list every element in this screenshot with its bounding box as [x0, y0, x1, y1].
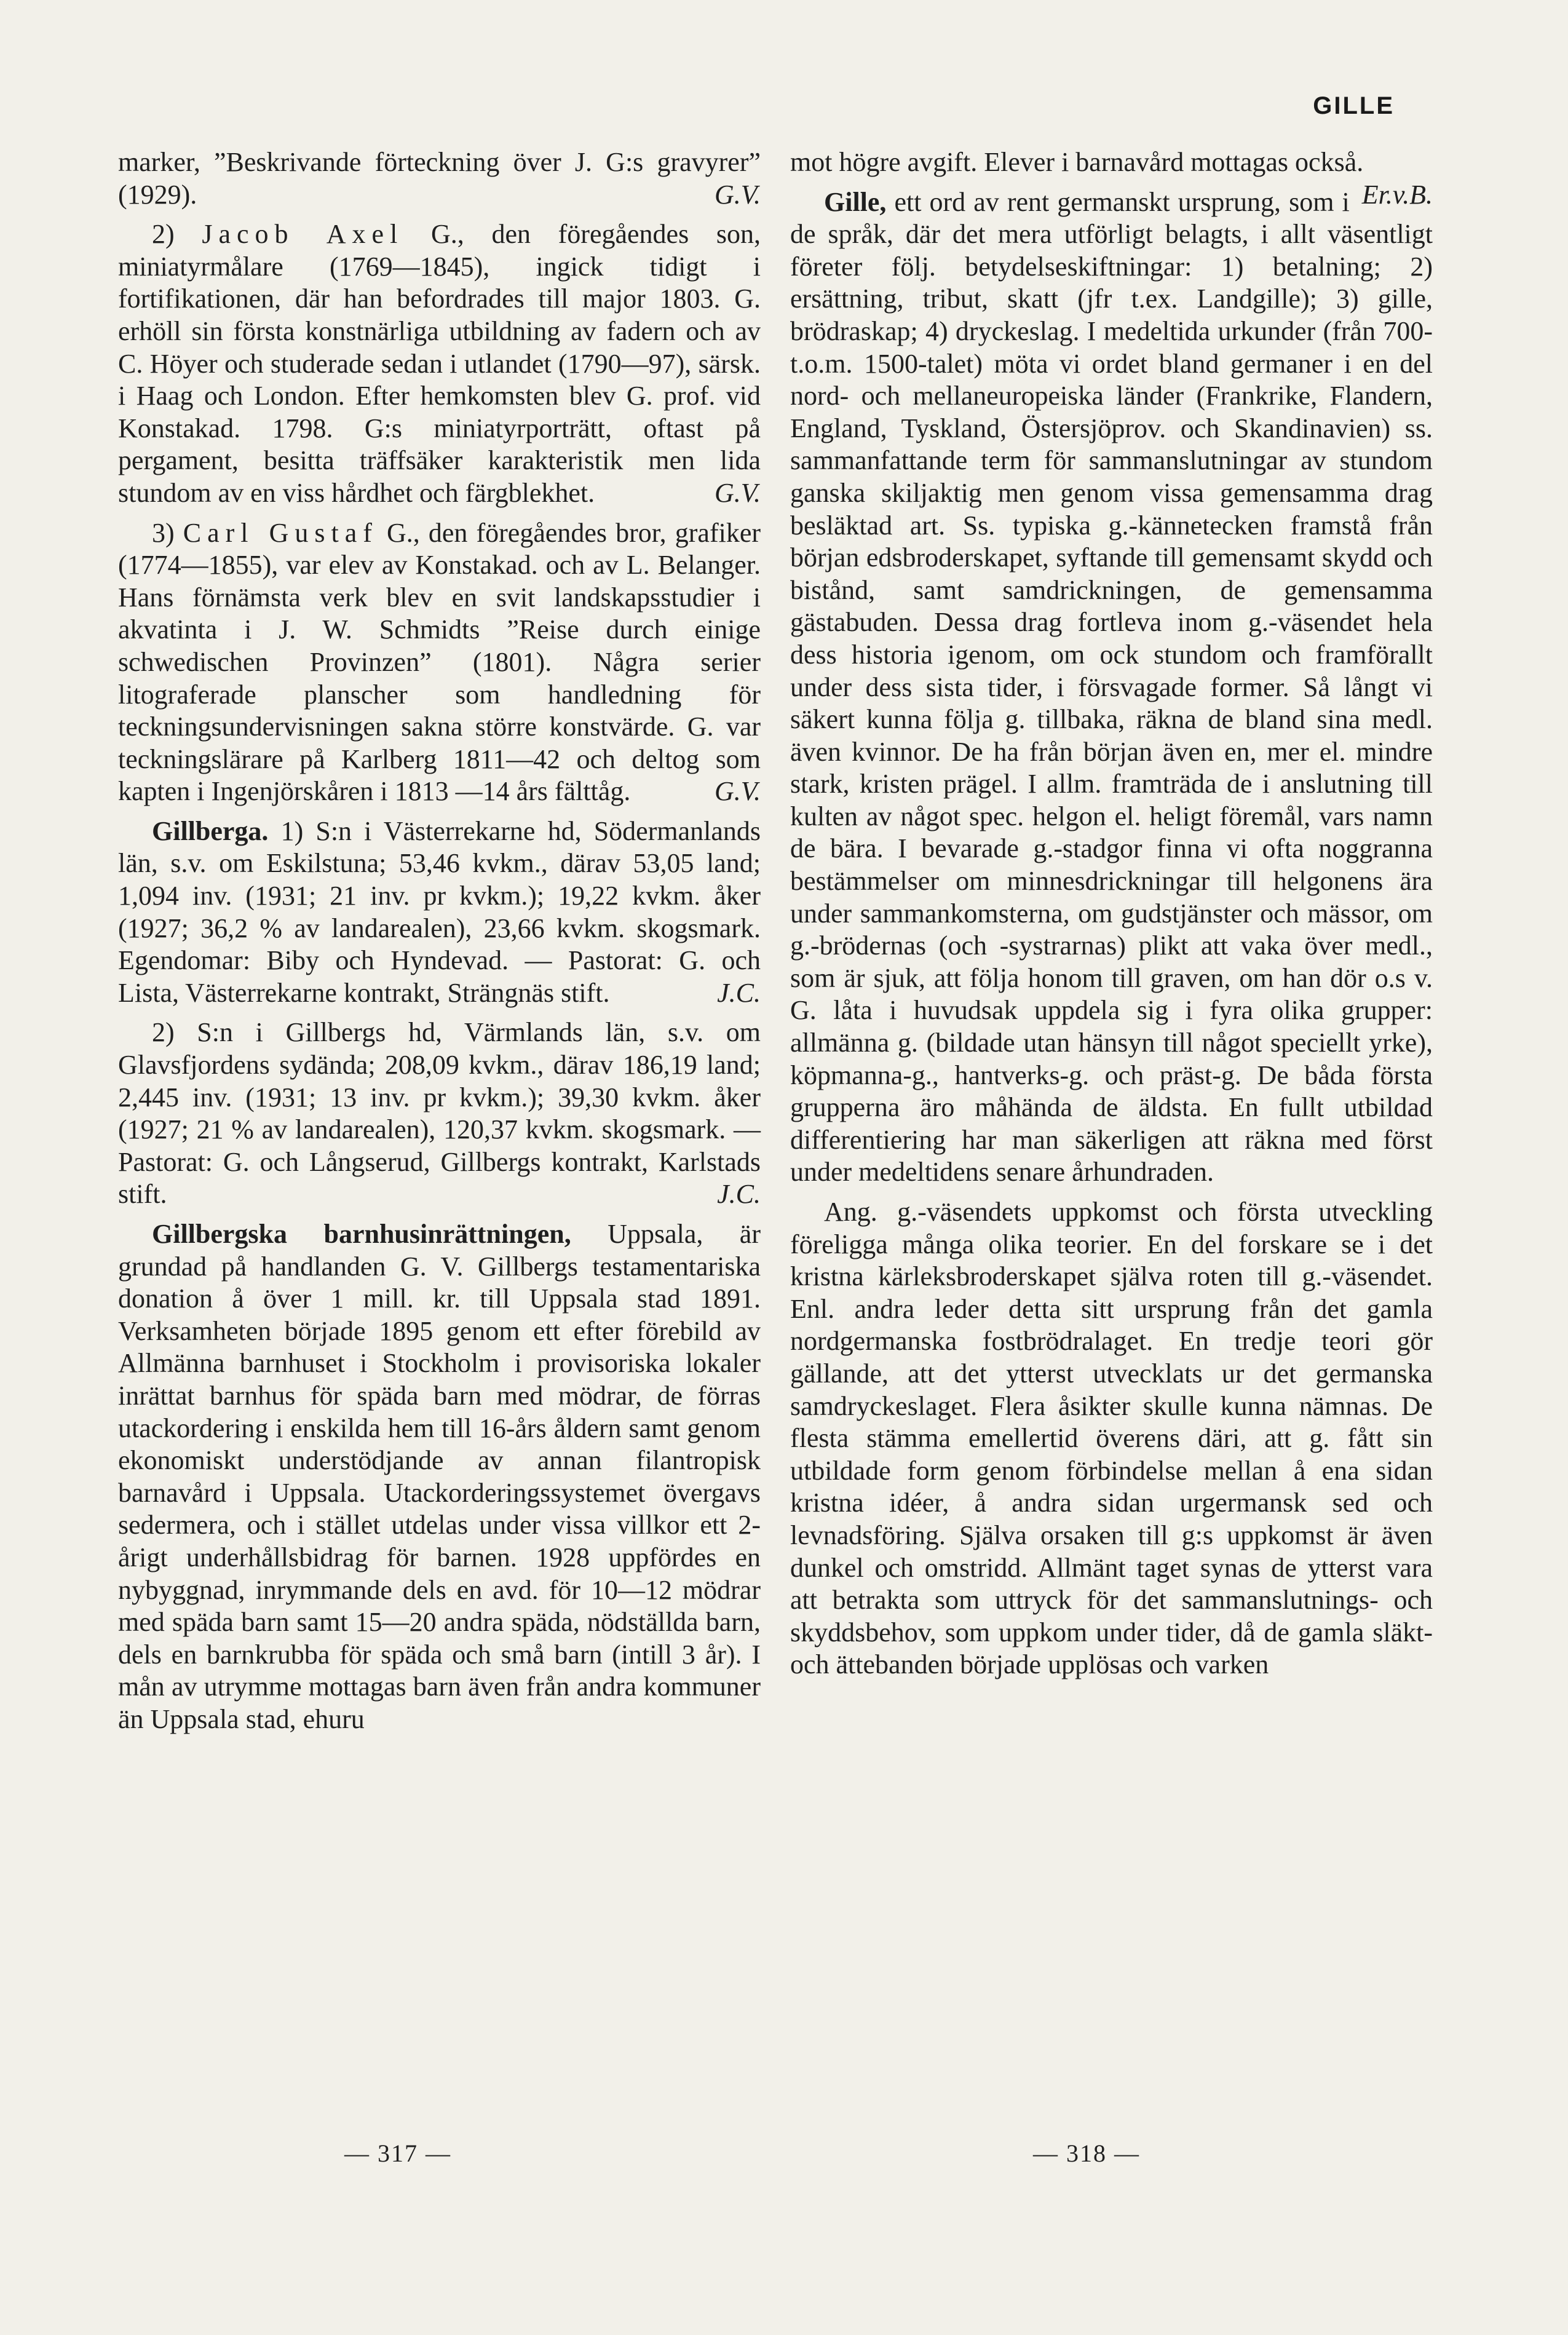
- entry-headword: Gillberga.: [152, 815, 269, 846]
- author-signature: G.V.: [715, 179, 761, 210]
- entry-paragraph: Ang. g.-väsendets uppkomst och första utveckling föreligga många olika teorier. En del forskare se i det kristna kärleksbroderskapet själva roten till g.-väsendet. Enl. andra leder detta sitt ursprung från det gamla nordgermanska fostbrödralaget. En tredje teori gör gällande, att det ytterst utvecklats ur det germanska samdryckeslaget. Flera åsikter skulle kunna nämnas. De flesta stämma emellertid överens däri, att g. fått sin utbildade form genom förbindelse mellan å ena sidan kristna idéer, å andra sidan urgermansk sed och levnadsföring. Själva orsaken till g:s uppkomst är även dunkel och omstridd. Allmänt taget synas de ytterst vara att betrakta som uttryck för det sammanslutnings- och skyddsbehov, som uppkom under tider, då de gamla släkt- och ättebanden började upplösas och varken: [790, 1197, 1433, 1680]
- entry-headword: Gille,: [824, 186, 887, 217]
- entry-headword: Gillbergska barnhusinrättningen,: [152, 1219, 571, 1249]
- entry-paragraph: 3) Carl Gustaf G., den föregåendes bror, grafiker (1774—1855), var elev av Konstakad. och av L. Belanger. Hans förnämsta verk blev en svit landskapsstudier i akvatinta i J. W. Schmidts ”Reise durch einige schwedischen Provinzen” (1801). Några serier litograferade planscher som handledning för teckningsundervisningen sakna större konstvärde. G. var teckningslärare på Karlberg 1811—42 och deltog som kapten i Ingenjörskåren i 1813 —14 års fälttåg. G.V.: [118, 517, 761, 808]
- entry-paragraph: 2) S:n i Gillbergs hd, Värmlands län, s.v. om Glavsfjordens sydända; 208,09 kvkm., därav 186,19 land; 2,445 inv. (1931; 13 inv. pr kvkm.); 39,30 kvkm. åker (1927; 21 % av landarealen), 120,37 kvkm. skogsmark. — Pastorat: G. och Långserud, Gillbergs kontrakt, Karlstads stift. J.C.: [118, 1017, 761, 1211]
- page-number-right: — 318 —: [1033, 2139, 1140, 2167]
- person-name: Carl Gustaf: [183, 517, 378, 548]
- entry-paragraph: Gille, ett ord av rent germanskt ursprung, som i de språk, där det mera utförligt belagts, i allt väsentligt företer följ. betydelseskiftningar: 1) betalning; 2) ersättning, tribut, skatt (jfr t.ex. Landgille); 3) gille, brödraskap; 4) dryckeslag. I medeltida urkunder (från 700- t.o.m. 1500-talet) möta vi ordet bland germaner i en del nord- och mellaneuropeiska länder (Frankrike, Flandern, England, Tyskland, Östersjöprov. och Skandinavien) ss. sammanfattande term för sammanslutningar av stundom ganska skiljaktig men genom vissa gemensamma drag besläktad art. Ss. typiska g.-kännetecken framstå från början edsbroderskapet, syftande till gemensamt skydd och bistånd, samt samdrickningen, de gemensamma gästabuden. Dessa drag fortleva inom g.-väsendet hela dess historia igenom, om ock stundom och framförallt under dess sista tider, i försvagade former. Så långt vi säkert kunna följa g. tillbaka, räkna de bland sina medl. även kvinnor. De ha från början även en, mer el. mindre stark, kristen prägel. I allm. framträda de i anslutning till kulten av något spec. helgon el. heligt föremål, vars namn de bära. I bevarade g.-stadgor finna vi ofta noggranna bestämmelser om minnesdrickningar till helgonens ära under sammankomsterna, om gudstjänster och mässor, om g.-brödernas (och -systrarnas) plikt att vaka över medl., som är sjuk, att följa honom till graven, om han dör o.s v. G. låta i huvudsak uppdela sig i fyra olika grupper: allmänna g. (bildade utan hänsyn till något speciellt yrke), köpmanna-g., hantverks-g. och präst-g. De båda första grupperna äro måhända de äldsta. En fullt utbildad differentiering har man säkerligen att räkna med först under medeltidens senare århundraden.: [790, 186, 1433, 1187]
- entry-paragraph: mot högre avgift. Elever i barnavård mottagas också. Er.v.B.: [790, 146, 1433, 179]
- entry-paragraph: 2) Jacob Axel G., den föregåendes son, miniatyrmålare (1769—1845), ingick tidigt i fortifikationen, där han befordrades till major 1803. G. erhöll sin första konstnärliga utbildning av fadern och av C. Höyer och studerade sedan i utlandet (1790—97), särsk. i Haag och London. Efter hemkomsten blev G. prof. vid Konstakad. 1798. G:s miniatyrporträtt, oftast på pergament, besitta träffsäker karakteristik men lida stundom av en viss hårdhet och färgblekhet. G.V.: [118, 218, 761, 509]
- author-signature: G.V.: [715, 477, 761, 508]
- left-column: [118, 146, 761, 1736]
- author-signature: Er.v.B.: [1361, 179, 1433, 210]
- entry-paragraph: Gillberga. 1) S:n i Västerrekarne hd, Södermanlands län, s.v. om Eskilstuna; 53,46 kvkm., därav 53,05 land; 1,094 inv. (1931; 21 inv. pr kvkm.); 19,22 kvkm. åker (1927; 36,2 % av landarealen), 23,66 kvkm. skogsmark. Egendomar: Biby och Hyndevad. — Pastorat: G. och Lista, Västerrekarne kontrakt, Strängnäs stift. J.C.: [118, 815, 761, 1010]
- author-signature: G.V.: [715, 776, 761, 807]
- author-signature: J.C.: [717, 1179, 761, 1210]
- entry-paragraph: marker, ”Beskrivande förteckning över J. G:s gravyrer” (1929). G.V.: [118, 146, 761, 211]
- person-name: Jacob Axel: [202, 219, 404, 250]
- page-number-left: — 317 —: [344, 2139, 451, 2167]
- right-column: [790, 146, 1433, 1681]
- entry-paragraph: Gillbergska barnhusinrättningen, Uppsala, är grundad på handlanden G. V. Gillbergs testamentariska donation å över 1 mill. kr. till Uppsala stad 1891. Verksamheten började 1895 genom ett efter förebild av Allmänna barnhuset i Stockholm i provisoriska lokaler inrättat barnhus för späda barn med mödrar, de förras utackordering i enskilda hem till 16-års åldern samt genom ekonomiskt understödjande av annan filantropisk barnavård i Uppsala. Utackorderingssystemet övergavs sedermera, och i stället utdelas under vissa villkor ett 2-årigt underhållsbidrag för barnen. 1928 uppfördes en nybyggnad, inrymmande dels en avd. för 10—12 mödrar med späda barn samt 15—20 andra späda, nödställda barn, dels en barnkrubba för späda och små barn (intill 3 år). I mån av utrymme mottagas barn även från andra kommuner än Uppsala stad, ehuru: [118, 1219, 761, 1734]
- running-header: GILLE: [1313, 92, 1395, 119]
- author-signature: J.C.: [717, 977, 761, 1008]
